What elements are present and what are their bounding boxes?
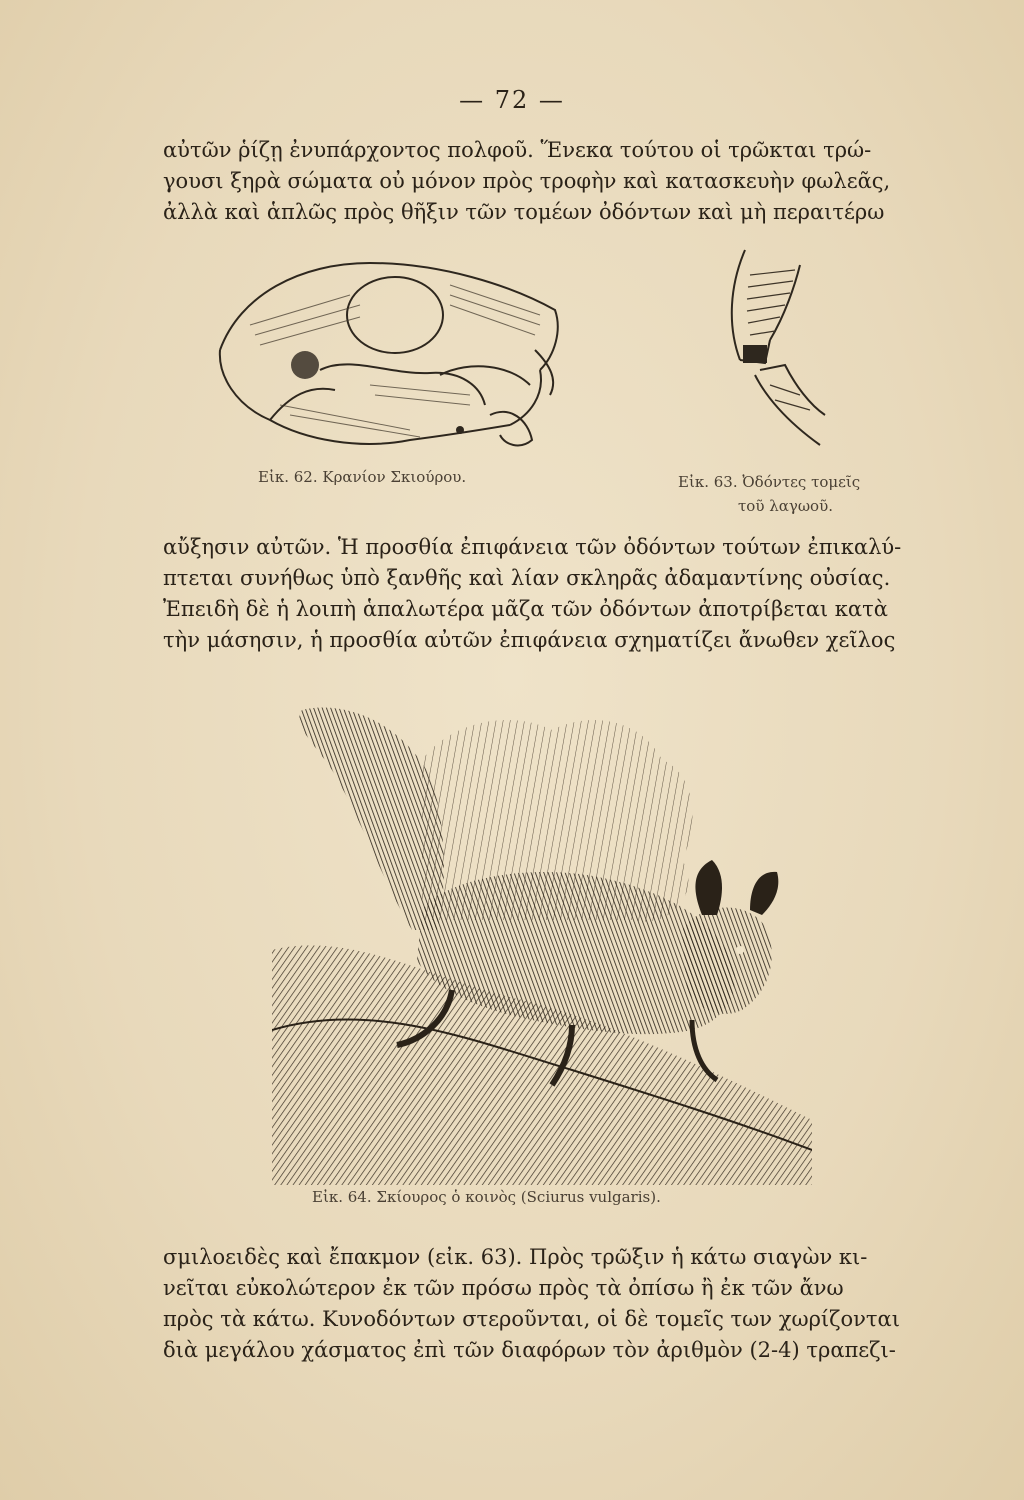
figure-63-caption: Εἰκ. 63. Ὀδόντες τομεῖς (678, 473, 861, 491)
text-line: γουσι ξηρὰ σώματα οὐ μόνον πρὸς τροφὴν καὶ κατασκευὴν φωλεᾶς, (163, 169, 891, 193)
figure-64-caption: Εἰκ. 64. Σκίουρος ὁ κοινὸς (Sciurus vulgaris). (312, 1188, 661, 1206)
text-line: πτεται συνήθως ὑπὸ ξανθῆς καὶ λίαν σκληρᾶς ἀδαμαντίνης οὐσίας. (163, 566, 891, 590)
skull-illustration (210, 255, 570, 460)
paragraph-bottom (163, 1242, 923, 1366)
text-line: αὐτῶν ῥίζῃ ἐνυπάρχοντος πολφοῦ. Ἕνεκα τούτου οἱ τρῶκται τρώ- (163, 138, 872, 162)
text-line: σμιλοειδὲς καὶ ἔπακμον (εἰκ. 63). Πρὸς τρῶξιν ἡ κάτω σιαγὼν κι- (163, 1245, 868, 1269)
paragraph-middle (163, 532, 923, 656)
paragraph-top (163, 135, 923, 228)
text-line: ἀλλὰ καὶ ἁπλῶς πρὸς θῆξιν τῶν τομέων ὀδόντων καὶ μὴ περαιτέρω (163, 200, 885, 224)
squirrel-illustration (272, 700, 812, 1185)
text-line: αὔξησιν αὐτῶν. Ἡ προσθία ἐπιφάνεια τῶν ὀδόντων τούτων ἐπικαλύ- (163, 535, 902, 559)
text-line: διὰ μεγάλου χάσματος ἐπὶ τῶν διαφόρων τὸν ἀριθμὸν (2-4) τραπεζι- (163, 1338, 896, 1362)
figure-62-caption: Εἰκ. 62. Κρανίον Σκιούρου. (258, 468, 467, 486)
text-line: Ἐπειδὴ δὲ ἡ λοιπὴ ἁπαλωτέρα μᾶζα τῶν ὀδόντων ἀποτρίβεται κατὰ (163, 597, 888, 621)
page-number: — 72 — (459, 86, 565, 114)
incisors-illustration (715, 245, 835, 460)
text-line: τὴν μάσησιν, ἡ προσθία αὐτῶν ἐπιφάνεια σχηματίζει ἄνωθεν χεῖλος (163, 628, 896, 652)
text-line: πρὸς τὰ κάτω. Κυνοδόντων στεροῦνται, οἱ δὲ τομεῖς των χωρίζονται (163, 1307, 900, 1331)
figure-63-caption-continued: τοῦ λαγωοῦ. (738, 497, 833, 515)
text-line: νεῖται εὐκολώτερον ἐκ τῶν πρόσω πρὸς τὰ ὀπίσω ἢ ἐκ τῶν ἄνω (163, 1276, 844, 1300)
